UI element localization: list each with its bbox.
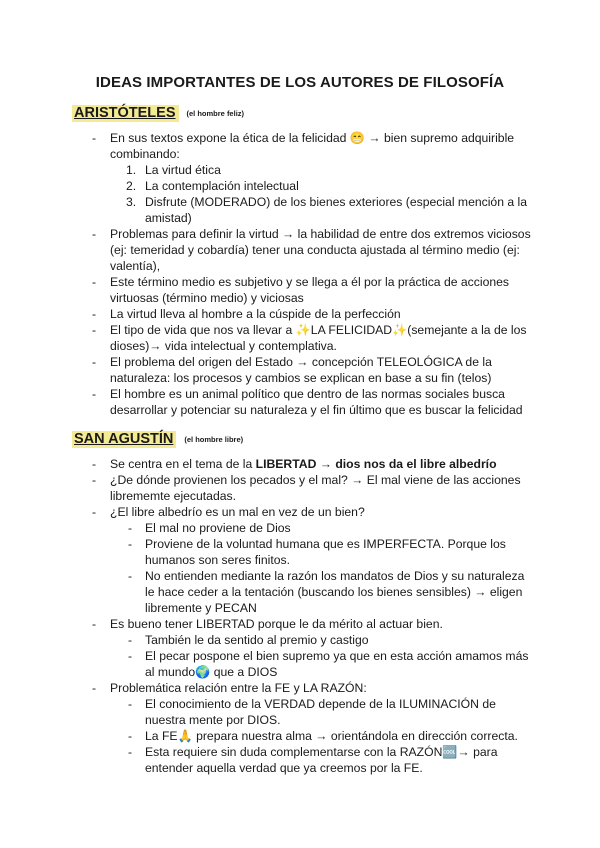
bullet-dash: -	[92, 307, 97, 321]
bullet-dash: -	[92, 355, 97, 369]
bullet-dash: -	[92, 227, 97, 241]
number-marker: 1.	[126, 163, 137, 177]
list-item-line: La virtud lleva al hombre a la cúspide de la perfección	[110, 307, 401, 321]
sub-item-line: Esta requiere sin duda complementarse con la RAZÓN🆒→ para	[145, 745, 498, 759]
list-item-line: ¿El libre albedrío es un mal en vez de un bien?	[110, 505, 365, 519]
bullet-dash: -	[92, 473, 97, 487]
section-heading-san-agustin	[72, 430, 243, 448]
list-item-line: virtuosas (término medio) y viciosas	[110, 291, 304, 305]
sub-item-line: amistad)	[145, 211, 192, 225]
list-item-line: ¿De dónde provienen los pecados y el mal? → El mal viene de las acciones	[110, 473, 521, 487]
sub-item-line: humanos son seres finitos.	[145, 553, 290, 567]
sub-item-line: El conocimiento de la VERDAD depende de la ILUMINACIÓN de	[145, 697, 496, 711]
list-item-line: librememte ejecutadas.	[110, 489, 236, 503]
sub-bullet-dash: -	[128, 729, 133, 743]
sub-item-line: El pecar pospone el bien supremo ya que en esta acción amamos más	[145, 649, 529, 663]
bullet-dash: -	[92, 323, 97, 337]
list-item-line: El hombre es un animal político que dentro de las normas sociales busca	[110, 387, 505, 401]
sub-item-line: La contemplación intelectual	[145, 179, 299, 193]
document-title: IDEAS IMPORTANTES DE LOS AUTORES DE FILOSOFÍA	[95, 74, 505, 91]
list-item-line: Se centra en el tema de la LIBERTAD → dios nos da el libre albedrío	[110, 457, 497, 471]
sub-item-line: También le da sentido al premio y castigo	[145, 633, 369, 647]
sub-item-line: le hace ceder a la tentación (buscando los bienes sensibles) → eligen	[145, 585, 523, 599]
sub-bullet-dash: -	[128, 521, 133, 535]
list-item-line: En sus textos expone la ética de la felicidad 😁 → bien supremo adquirible	[110, 131, 515, 145]
bullet-dash: -	[92, 131, 97, 145]
list-item-line: Este término medio es subjetivo y se llega a él por la práctica de acciones	[110, 275, 510, 289]
sub-item-line: entender aquella verdad que ya creemos por la FE.	[145, 761, 423, 775]
section-heading-aristoteles	[72, 104, 244, 122]
bullet-dash: -	[92, 275, 97, 289]
list-item-line: Es bueno tener LIBERTAD porque le da mérito al actuar bien.	[110, 617, 443, 631]
sub-bullet-dash: -	[128, 537, 133, 551]
list-item-line: naturaleza: los procesos y cambios se explican en base a su fin (telos)	[110, 371, 492, 385]
list-item-line: Problemas para definir la virtud → la habilidad de entre dos extremos viciosos	[110, 227, 531, 241]
list-item-line: valentía),	[110, 259, 161, 273]
sub-item-line: La FE🙏 prepara nuestra alma → orientándola en dirección correcta.	[145, 729, 518, 743]
bullet-dash: -	[92, 505, 97, 519]
number-marker: 3.	[126, 195, 137, 209]
sub-bullet-dash: -	[128, 649, 133, 663]
sub-bullet-dash: -	[128, 633, 133, 647]
list-item-line: El tipo de vida que nos va llevar a ✨LA FELICIDAD✨(semejante a la de los	[110, 323, 527, 337]
sub-item-line: No entienden mediante la razón los mandatos de Dios y su naturaleza	[145, 569, 525, 583]
list-item-line: El problema del origen del Estado → concepción TELEOLÓGICA de la	[110, 355, 492, 369]
bullet-dash: -	[92, 681, 97, 695]
sub-item-line: nuestra mente por DIOS.	[145, 713, 281, 727]
list-item-line: (ej: temeridad y cobardía) tener una conducta ajustada al término medio (ej:	[110, 243, 520, 257]
sub-item-line: Proviene de la voluntad humana que es IMPERFECTA. Porque los	[145, 537, 506, 551]
bullet-dash: -	[92, 387, 97, 401]
section-subtitle: (el hombre libre)	[184, 435, 244, 444]
list-item-line: combinando:	[110, 147, 180, 161]
bullet-dash: -	[92, 617, 97, 631]
sub-bullet-dash: -	[128, 569, 133, 583]
sub-item-line: Disfrute (MODERADO) de los bienes exteriores (especial mención a la	[145, 195, 528, 209]
number-marker: 2.	[126, 179, 137, 193]
sub-bullet-dash: -	[128, 697, 133, 711]
sub-item-line: libremente y PECAN	[145, 601, 257, 615]
list-item-line: desarrollar y potenciar su naturaleza y el fin último que es buscar la felicidad	[110, 403, 523, 417]
sub-item-line: La virtud ética	[145, 163, 221, 177]
section-title: ARISTÓTELES	[72, 105, 179, 122]
section-subtitle: (el hombre feliz)	[186, 109, 245, 118]
section-title: SAN AGUSTÍN	[72, 431, 176, 448]
sub-item-line: al mundo🌍 que a DIOS	[145, 665, 278, 679]
bullet-dash: -	[92, 457, 97, 471]
sub-bullet-dash: -	[128, 745, 133, 759]
list-item-line: Problemática relación entre la FE y LA RAZÓN:	[110, 681, 367, 695]
sub-item-line: El mal no proviene de Dios	[145, 521, 291, 535]
list-item-line: dioses)→ vida intelectual y contemplativa.	[110, 339, 337, 353]
